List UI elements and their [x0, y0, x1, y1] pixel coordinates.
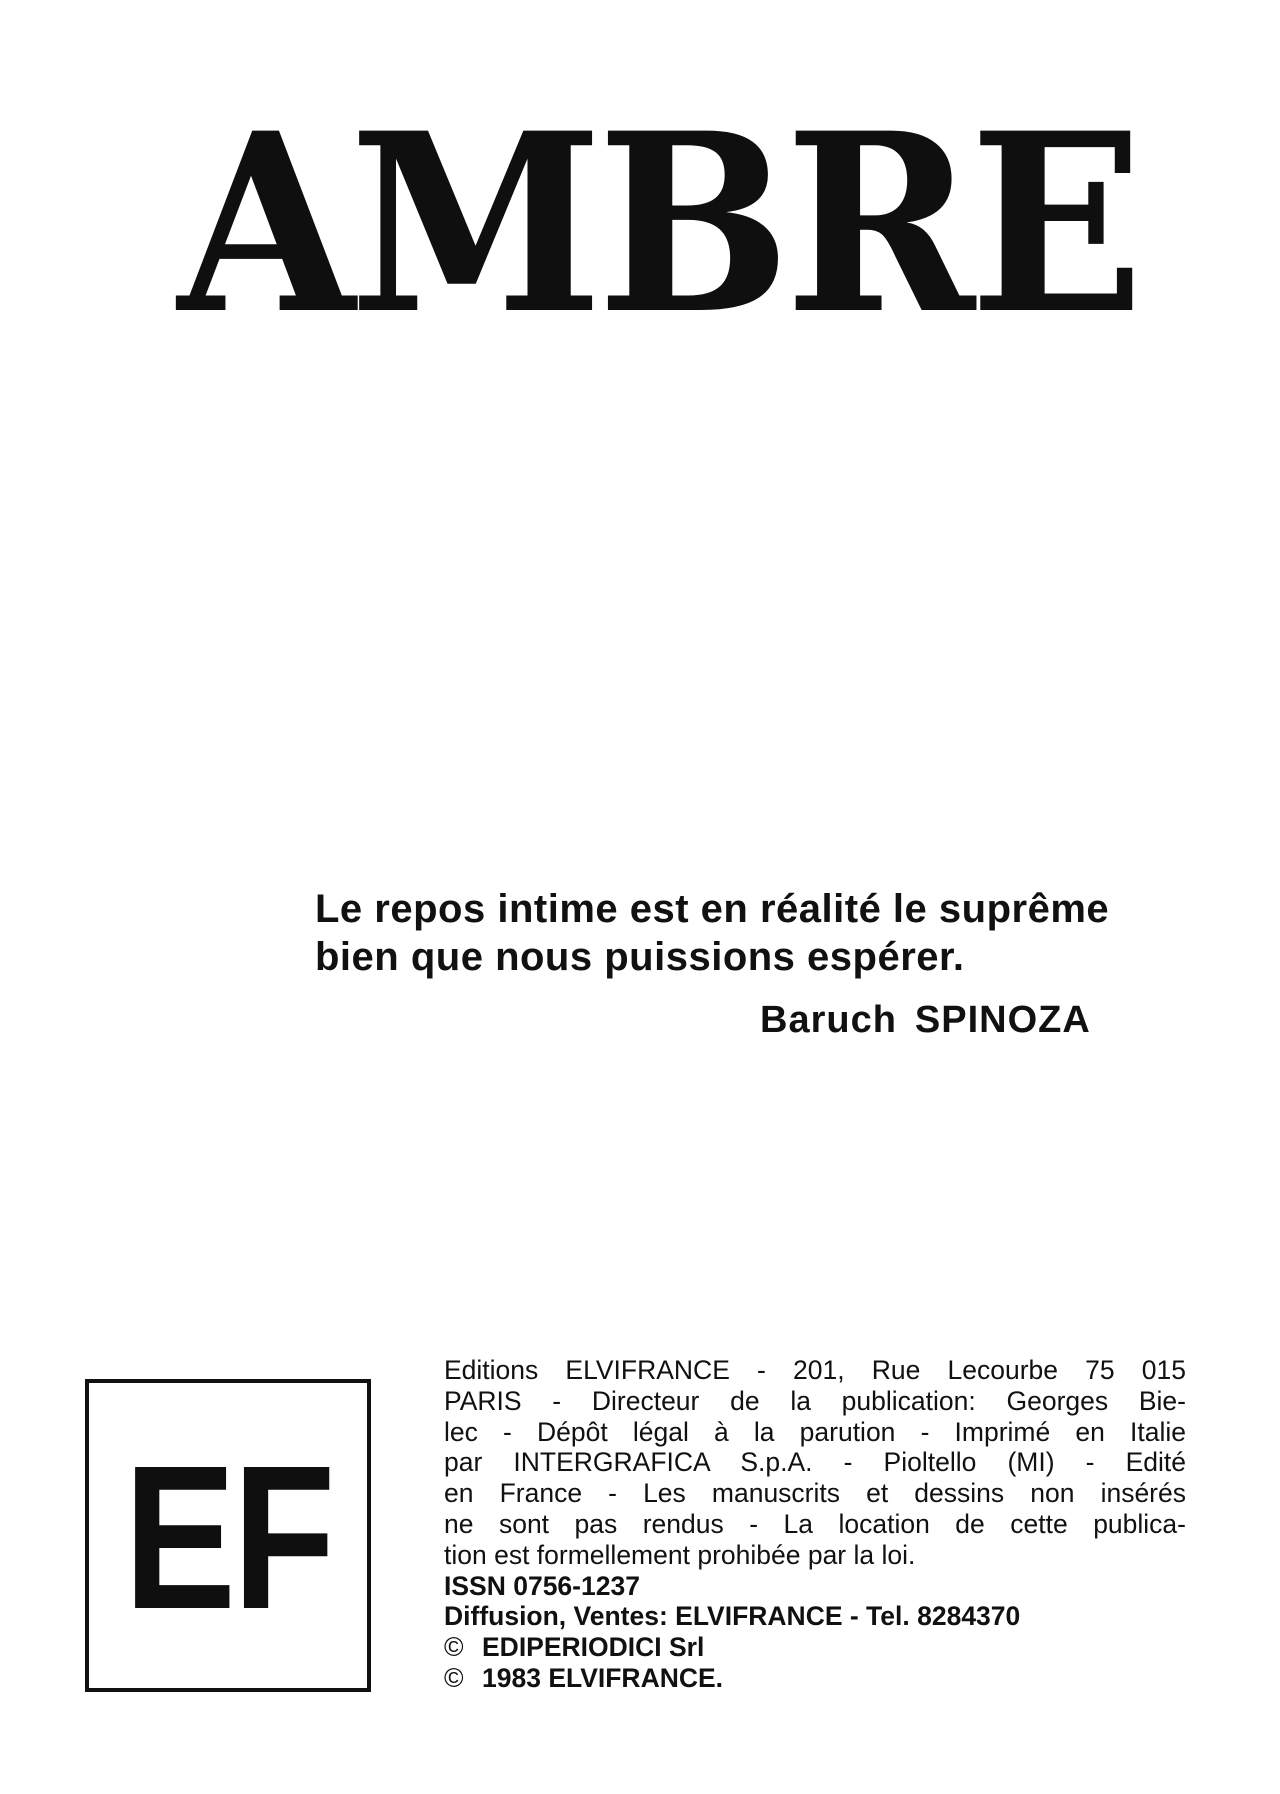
publication-credits — [444, 1355, 1186, 1694]
quote-line: Le repos intime est en réalité le suprême — [315, 887, 1110, 931]
epigraph-quote — [315, 885, 1215, 981]
copyright-icon: © — [444, 1662, 464, 1693]
quote-line: bien que nous puissions espérer. — [315, 935, 965, 979]
credits-line: en France - Les manuscrits et dessins non insérés — [444, 1478, 1186, 1509]
publisher-logo — [85, 1379, 371, 1692]
credits-line: PARIS - Directeur de la publication: Georges Bie- — [444, 1385, 1186, 1416]
credits-line: lec - Dépôt légal à la parution - Imprimé en Italie — [444, 1416, 1186, 1447]
credits-line: ne sont pas rendus - La location de cette publica- — [444, 1508, 1186, 1539]
author-first-name: Baruch — [760, 999, 897, 1041]
credits-line: par INTERGRAFICA S.p.A. - Pioltello (MI) - Edité — [444, 1447, 1186, 1478]
issn-number: ISSN 0756-1237 — [444, 1570, 640, 1601]
credits-line: Editions ELVIFRANCE - 201, Rue Lecourbe 75 015 — [444, 1355, 1186, 1385]
magazine-title: AMBRE — [177, 80, 1139, 369]
credits-line: tion est formellement prohibée par la loi. — [444, 1539, 916, 1570]
publisher-logo-text: EF — [123, 1423, 333, 1652]
quote-author — [760, 997, 1091, 1043]
copyright-holder: 1983 ELVIFRANCE. — [482, 1662, 724, 1693]
author-last-name: SPINOZA — [914, 999, 1091, 1041]
diffusion-info: Diffusion, Ventes: ELVIFRANCE - Tel. 8284370 — [444, 1601, 1021, 1632]
copyright-holder: EDIPERIODICI Srl — [482, 1632, 705, 1663]
copyright-line — [444, 1663, 1186, 1694]
copyright-icon: © — [444, 1632, 464, 1663]
copyright-line — [444, 1632, 1186, 1663]
